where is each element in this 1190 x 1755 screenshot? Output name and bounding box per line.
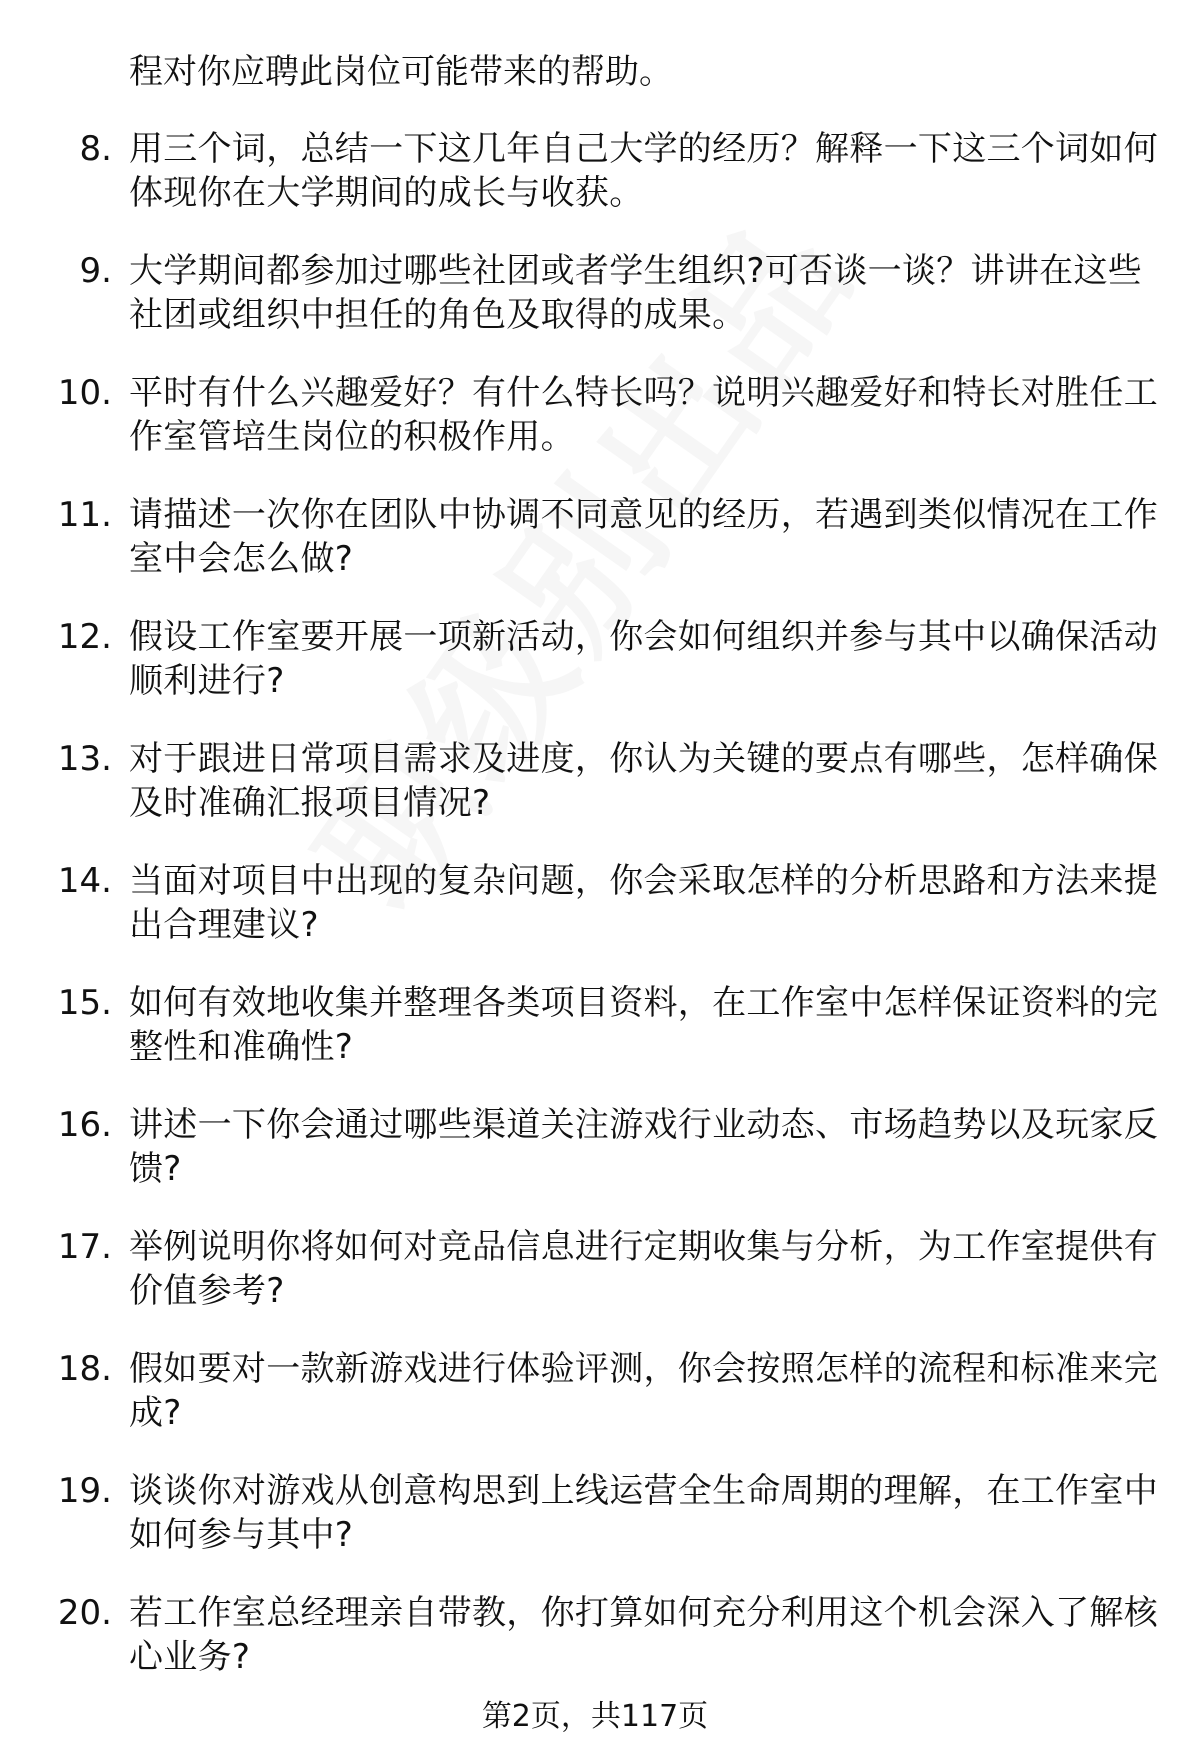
question-item [0, 1225, 1190, 1347]
question-text: 讲述一下你会通过哪些渠道关注游戏行业动态、市场趋势以及玩家反馈? [129, 1105, 1158, 1189]
question-number: 14. [57, 861, 112, 901]
question-number: 16. [57, 1105, 112, 1145]
question-text: 若工作室总经理亲自带教，你打算如何充分利用这个机会深入了解核心业务? [129, 1593, 1158, 1677]
question-text: 请描述一次你在团队中协调不同意见的经历，若遇到类似情况在工作室中会怎么做? [129, 495, 1158, 579]
question-item [0, 1347, 1190, 1469]
question-item [0, 615, 1190, 737]
question-item [0, 737, 1190, 859]
question-list [0, 127, 1190, 1713]
question-item [0, 1103, 1190, 1225]
previous-question-tail: 程对你应聘此岗位可能带来的帮助。 [129, 52, 673, 92]
question-text: 举例说明你将如何对竞品信息进行定期收集与分析，为工作室提供有价值参考? [129, 1227, 1158, 1311]
question-text: 平时有什么兴趣爱好？有什么特长吗？说明兴趣爱好和特长对胜任工作室管培生岗位的积极作用。 [129, 373, 1158, 457]
question-item [0, 493, 1190, 615]
question-number: 17. [57, 1227, 112, 1267]
question-number: 9. [79, 251, 112, 291]
question-text: 当面对项目中出现的复杂问题，你会采取怎样的分析思路和方法来提出合理建议? [129, 861, 1158, 945]
question-item [0, 981, 1190, 1103]
question-text: 对于跟进日常项目需求及进度，你认为关键的要点有哪些，怎样确保及时准确汇报项目情况? [129, 739, 1158, 823]
question-text: 用三个词，总结一下这几年自己大学的经历？解释一下这三个词如何体现你在大学期间的成长与收获。 [129, 129, 1158, 213]
question-item [0, 1469, 1190, 1591]
question-number: 18. [57, 1349, 112, 1389]
question-number: 13. [57, 739, 112, 779]
question-text: 谈谈你对游戏从创意构思到上线运营全生命周期的理解，在工作室中如何参与其中? [129, 1471, 1158, 1555]
page-footer: 第2页，共117页 [481, 1699, 709, 1734]
question-item [0, 859, 1190, 981]
question-text: 假如要对一款新游戏进行体验评测，你会按照怎样的流程和标准来完成? [129, 1349, 1158, 1433]
question-number: 10. [57, 373, 112, 413]
question-item [0, 1591, 1190, 1713]
question-text: 如何有效地收集并整理各类项目资料，在工作室中怎样保证资料的完整性和准确性? [129, 983, 1158, 1067]
question-text: 大学期间都参加过哪些社团或者学生组织?可否谈一谈？讲讲在这些社团或组织中担任的角色及取得的成果。 [129, 251, 1143, 335]
question-number: 20. [57, 1593, 112, 1633]
question-number: 11. [57, 495, 112, 535]
question-number: 12. [57, 617, 112, 657]
question-item [0, 249, 1190, 371]
question-item [0, 371, 1190, 493]
question-item [0, 127, 1190, 249]
question-text: 假设工作室要开展一项新活动，你会如何组织并参与其中以确保活动顺利进行? [129, 617, 1158, 701]
question-number: 19. [57, 1471, 112, 1511]
question-number: 15. [57, 983, 112, 1023]
question-number: 8. [79, 129, 112, 169]
